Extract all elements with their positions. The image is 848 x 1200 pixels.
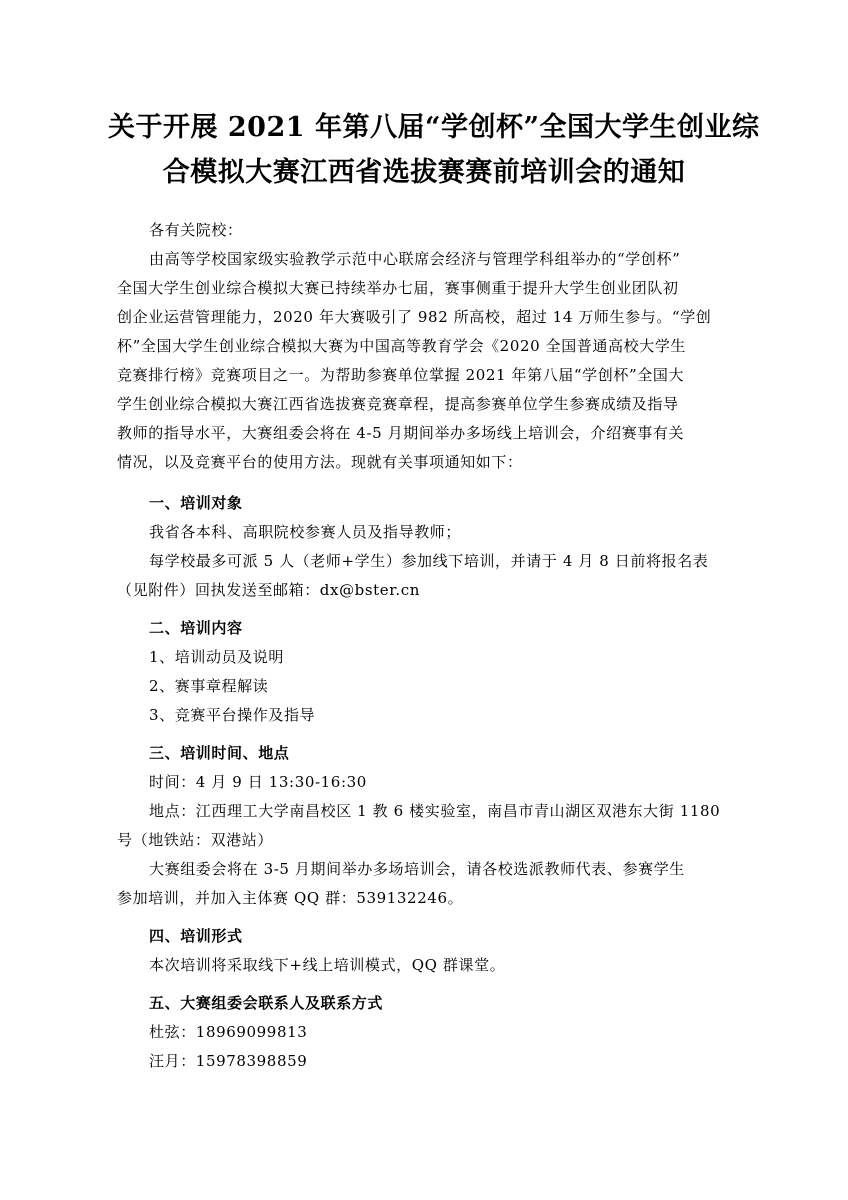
section-line-place: 地点：江西理工大学南昌校区 1 教 6 楼实验室，南昌市青山湖区双港东大街 1180	[149, 802, 721, 820]
contact-line: 汪月：15978398859	[149, 1052, 308, 1070]
intro-line: 由高等学校国家级实验教学示范中心联席会经济与管理学科组举办的“学创杯”	[149, 250, 681, 268]
intro-line: 竞赛排行榜》竞赛项目之一。为帮助参赛单位掌握 2021 年第八届“学创杯”全国大	[117, 366, 685, 384]
intro-line: 教师的指导水平，大赛组委会将在 4-5 月期间举办多场线上培训会，介绍赛事有关	[117, 424, 685, 442]
section-line: 号（地铁站：双港站）	[117, 831, 274, 849]
list-item: 1、培训动员及说明	[149, 648, 284, 666]
section-heading-contacts: 五、大赛组委会联系人及联系方式	[149, 994, 384, 1012]
section-line-time: 时间：4 月 9 日 13:30-16:30	[149, 773, 367, 791]
intro-line: 学生创业综合模拟大赛江西省选拔赛竞赛章程，提高参赛单位学生参赛成绩及指导	[117, 395, 679, 413]
document-title-line-2: 合模拟大赛江西省选拔赛赛前培训会的通知	[162, 157, 686, 188]
document-title-line-1: 关于开展 2021 年第八届“学创杯”全国大学生创业综	[108, 112, 760, 143]
section-heading-training-time-place: 三、培训时间、地点	[149, 744, 290, 762]
section-line: 每学校最多可派 5 人（老师+学生）参加线下培训，并请于 4 月 8 日前将报名表	[149, 552, 709, 570]
intro-line: 杯”全国大学生创业综合模拟大赛为中国高等教育学会《2020 全国普通高校大学生	[117, 337, 687, 355]
contact-line: 杜弦：18969099813	[149, 1023, 308, 1041]
section-heading-training-audience: 一、培训对象	[149, 494, 243, 512]
intro-line: 情况，以及竞赛平台的使用方法。现就有关事项通知如下：	[117, 453, 523, 471]
section-line-qq: 参加培训，并加入主体赛 QQ 群：539132246。	[117, 889, 464, 907]
salutation: 各有关院校：	[149, 221, 243, 239]
list-item: 2、赛事章程解读	[149, 677, 269, 695]
intro-line: 全国大学生创业综合模拟大赛已持续举办七届，赛事侧重于提升大学生创业团队初	[117, 279, 679, 297]
section-line: 大赛组委会将在 3-5 月期间举办多场培训会，请各校选派教师代表、参赛学生	[149, 860, 685, 878]
section-line: 本次培训将采取线下+线上培训模式，QQ 群课堂。	[149, 956, 506, 974]
section-heading-training-format: 四、培训形式	[149, 927, 243, 945]
section-line: 我省各本科、高职院校参赛人员及指导教师；	[149, 523, 462, 541]
section-heading-training-content: 二、培训内容	[149, 619, 243, 637]
section-line-email: （见附件）回执发送至邮箱：dx@bster.cn	[117, 581, 421, 599]
intro-line: 创企业运营管理能力，2020 年大赛吸引了 982 所高校，超过 14 万师生参与。“学创	[117, 308, 712, 326]
list-item: 3、竞赛平台操作及指导	[149, 706, 316, 724]
